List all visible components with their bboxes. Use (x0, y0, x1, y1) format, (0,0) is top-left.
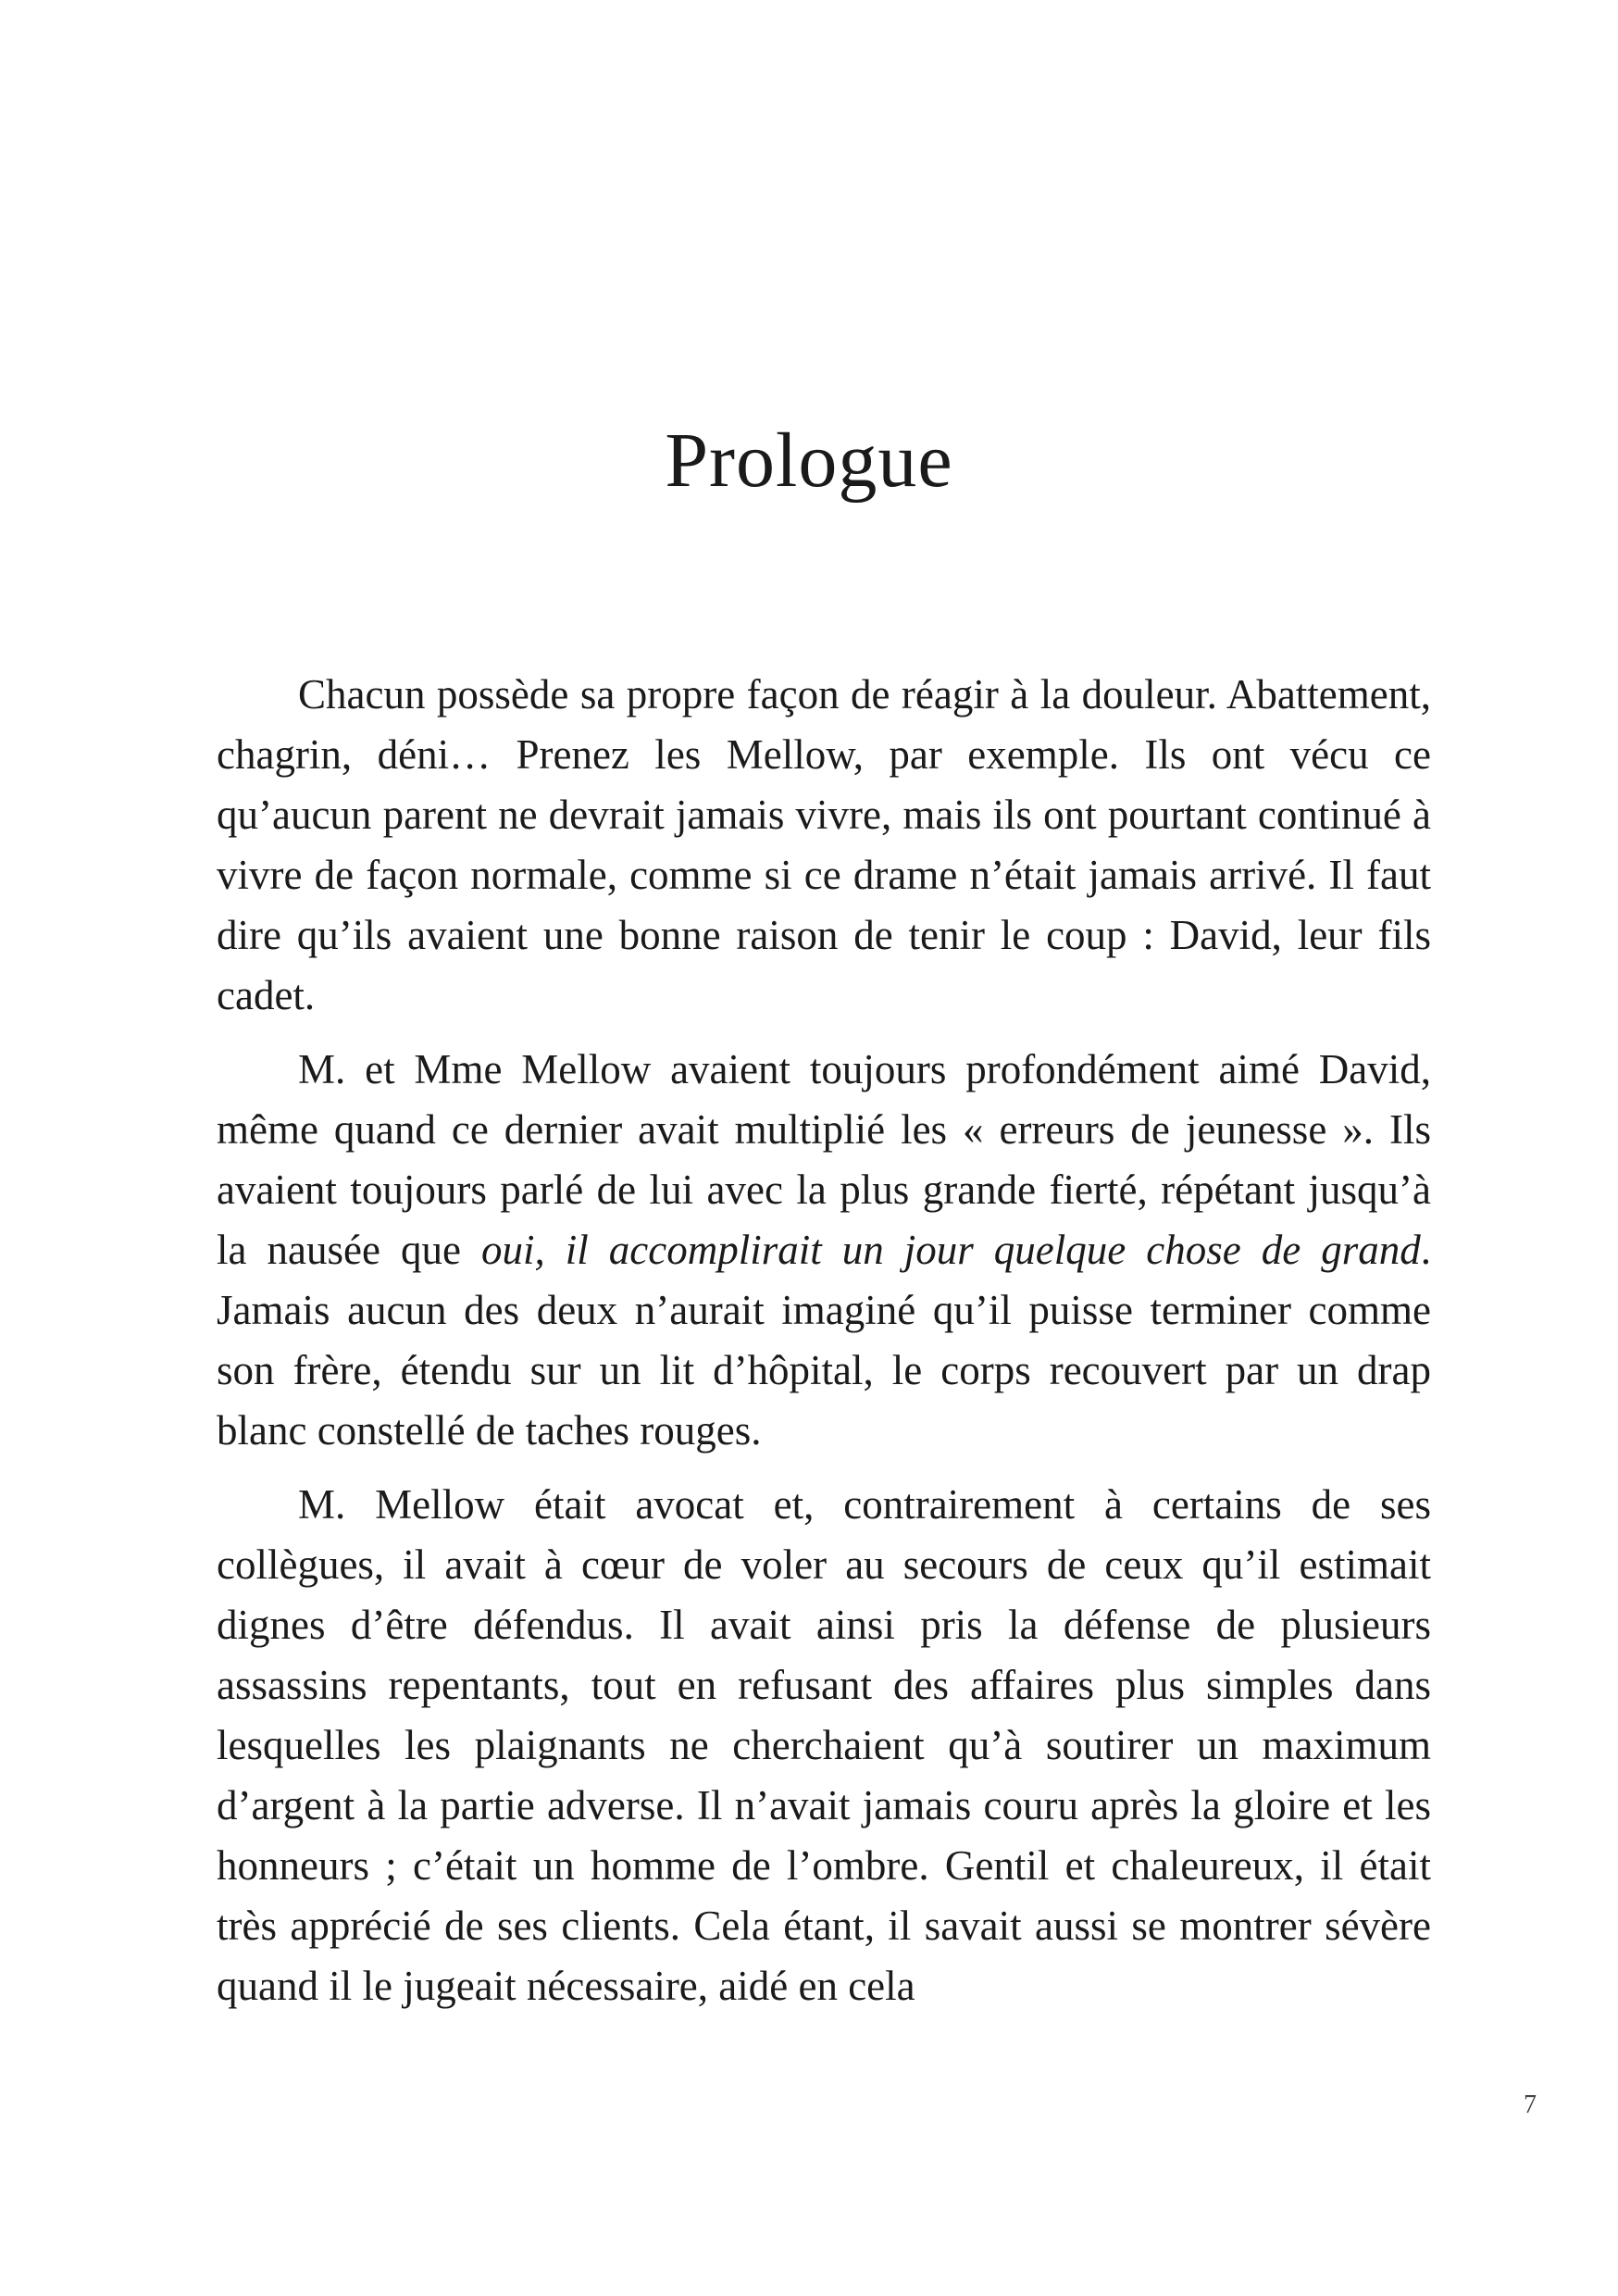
paragraph-2-text-after: . Jamais aucun des deux n’aurait imaginé qu’il puisse terminer comme son frère, étendu sur un lit d’hôpital, le corps recouvert par un drap blanc constellé de taches rouges. (217, 1227, 1431, 1454)
page-number: 7 (1524, 2090, 1537, 2119)
chapter-title: Prologue (665, 418, 953, 504)
body-text (217, 665, 1431, 2030)
paragraph-1: Chacun possède sa propre façon de réagir à la douleur. Abattement, chagrin, déni… Prenez les Mellow, par exemple. Ils ont vécu ce qu’aucun parent ne devrait jamais vivre, mais ils ont pourtant continué à vivre de façon normale, comme si ce drame n’était jamais arrivé. Il faut dire qu’ils avaient une bonne raison de tenir le coup : David, leur fils cadet. (217, 671, 1431, 1018)
paragraph-2-italic: oui, il accomplirait un jour quelque chose de grand (480, 1227, 1421, 1273)
paragraph-3: M. Mellow était avocat et, contrairement à certains de ses collègues, il avait à cœur de voler au secours de ceux qu’il estimait dignes d’être défendus. Il avait ainsi pris la défense de plusieurs assassins repentants, tout en refusant des affaires plus simples dans lesquelles les plaignants ne cherchaient qu’à soutirer un maximum d’argent à la partie adverse. Il n’avait jamais couru après la gloire et les honneurs ; c’était un homme de l’ombre. Gentil et chaleureux, il était très apprécié de ses clients. Cela étant, il savait aussi se montrer sévère quand il le jugeait nécessaire, aidé en cela (217, 1481, 1431, 2009)
paragraph-2-text-before: M. et Mme Mellow avaient toujours profondément aimé David, même quand ce dernier avait multiplié les « erreurs de jeunesse ». Ils avaient toujours parlé de lui avec la plus grande fierté, répétant jusqu’à la nausée que (217, 1046, 1431, 1273)
paragraph-2 (217, 1040, 1431, 1461)
